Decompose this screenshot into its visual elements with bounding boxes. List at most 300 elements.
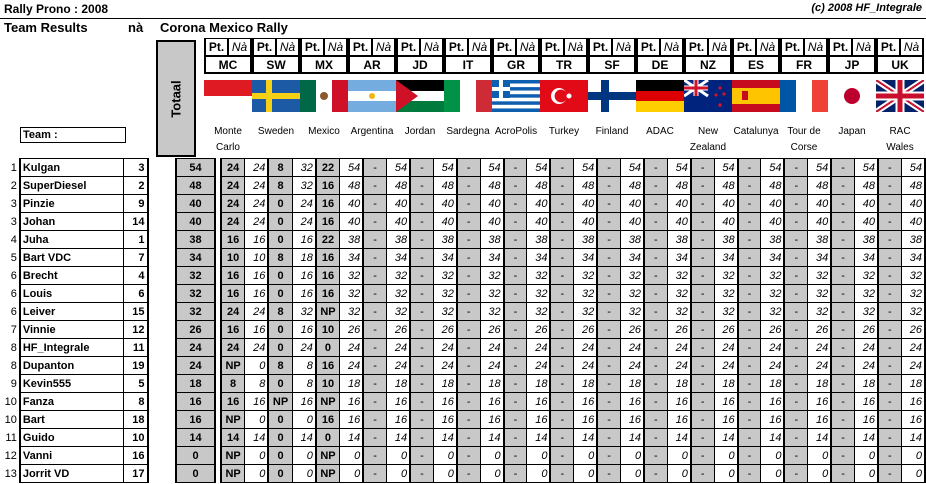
cumulative-cell: 34 — [901, 249, 925, 267]
points-cell: - — [504, 357, 527, 375]
rally-location-line2: Wales — [886, 142, 914, 153]
points-cell: 10 — [316, 375, 340, 393]
rally-headers — [204, 38, 926, 158]
points-cell: - — [550, 195, 573, 213]
sheet-title: Rally Prono : 2008 — [4, 2, 109, 16]
points-cell: - — [550, 375, 573, 393]
cumulative-cell: 16 — [620, 393, 644, 411]
cumulative-cell: 16 — [901, 393, 925, 411]
team-rank: 6 — [10, 305, 17, 318]
team-row — [0, 303, 925, 321]
points-cell: NP — [316, 447, 340, 465]
points-cell: - — [784, 411, 807, 429]
points-cell: - — [878, 447, 901, 465]
rally-column-es — [732, 38, 780, 158]
team-number: 1 — [124, 231, 148, 249]
cumulative-cell: 26 — [901, 321, 925, 339]
cumulative-cell: 0 — [808, 447, 832, 465]
points-cell: 0 — [268, 267, 292, 285]
points-cell: - — [644, 285, 667, 303]
points-cell: - — [597, 411, 620, 429]
team-name: Louis — [20, 285, 124, 303]
points-cell: - — [691, 249, 714, 267]
cumulative-cell: 0 — [433, 447, 457, 465]
points-cell: - — [457, 213, 480, 231]
cumulative-cell: 26 — [667, 321, 691, 339]
pt-header: Pt. — [588, 38, 612, 56]
points-cell: - — [831, 357, 854, 375]
points-cell: - — [831, 249, 854, 267]
team-name: Johan — [20, 213, 124, 231]
cumulative-cell: 40 — [667, 195, 691, 213]
cumulative-cell: 0 — [527, 465, 551, 483]
rally-location-line1: Sardegna — [446, 126, 490, 137]
points-cell: - — [784, 303, 807, 321]
points-cell: NP — [268, 393, 292, 411]
cumulative-cell: 34 — [667, 249, 691, 267]
cumulative-cell: 40 — [527, 195, 551, 213]
team-name: Bart — [20, 411, 124, 429]
cumulative-cell: 0 — [480, 447, 504, 465]
cumulative-cell: 16 — [245, 231, 269, 249]
team-rank: 2 — [10, 179, 17, 192]
points-cell: - — [363, 249, 386, 267]
cumulative-cell: 54 — [714, 159, 738, 177]
cumulative-cell: 48 — [854, 177, 878, 195]
points-cell: - — [410, 393, 433, 411]
cumulative-cell: 24 — [808, 357, 832, 375]
cumulative-cell: 16 — [292, 285, 316, 303]
points-cell: - — [457, 411, 480, 429]
points-cell: - — [738, 303, 761, 321]
cumulative-cell: 32 — [620, 267, 644, 285]
cumulative-cell: 14 — [292, 429, 316, 447]
cumulative-cell: 38 — [574, 231, 598, 249]
rally-location-line1: Finland — [595, 126, 629, 137]
cumulative-cell: 54 — [808, 159, 832, 177]
points-cell: - — [644, 177, 667, 195]
cumulative-cell: 40 — [761, 213, 785, 231]
points-cell: - — [363, 213, 386, 231]
na-header: Nà — [804, 38, 828, 56]
points-cell: - — [457, 303, 480, 321]
cumulative-cell: 48 — [808, 177, 832, 195]
rally-location-line1: Turkey — [548, 126, 580, 137]
points-cell: - — [831, 465, 854, 483]
cumulative-cell: 24 — [761, 357, 785, 375]
points-cell: - — [644, 339, 667, 357]
cumulative-cell: 14 — [854, 429, 878, 447]
cumulative-cell: 0 — [901, 447, 925, 465]
cumulative-cell: 32 — [808, 285, 832, 303]
pt-header: Pt. — [732, 38, 756, 56]
cumulative-cell: 16 — [808, 393, 832, 411]
team-number: 10 — [124, 429, 148, 447]
cumulative-cell: 0 — [480, 465, 504, 483]
cumulative-cell: 48 — [667, 177, 691, 195]
cumulative-cell: 18 — [901, 375, 925, 393]
team-total: 16 — [176, 411, 215, 429]
team-name: Jorrit VD — [20, 465, 124, 483]
points-cell: - — [878, 213, 901, 231]
rally-column-sw — [252, 38, 300, 158]
team-row — [0, 213, 925, 231]
points-cell: - — [831, 447, 854, 465]
na-header: Nà — [660, 38, 684, 56]
cumulative-cell: 26 — [433, 321, 457, 339]
points-cell: 8 — [268, 249, 292, 267]
points-cell: - — [363, 303, 386, 321]
points-cell: - — [457, 339, 480, 357]
rally-code: MX — [300, 56, 348, 74]
cumulative-cell: 16 — [245, 267, 269, 285]
pt-header: Pt. — [684, 38, 708, 56]
cumulative-cell: 16 — [386, 411, 410, 429]
team-rank: 6 — [10, 287, 17, 300]
points-cell: NP — [316, 393, 340, 411]
cumulative-cell: 24 — [480, 339, 504, 357]
flag-greece-icon — [492, 80, 540, 112]
cumulative-cell: 38 — [527, 231, 551, 249]
points-cell: - — [738, 249, 761, 267]
cumulative-cell: 32 — [667, 267, 691, 285]
points-cell: - — [738, 285, 761, 303]
points-cell: - — [410, 339, 433, 357]
points-cell: - — [457, 321, 480, 339]
points-cell: - — [644, 375, 667, 393]
pt-header: Pt. — [780, 38, 804, 56]
points-cell: - — [363, 447, 386, 465]
team-name: SuperDiesel — [20, 177, 124, 195]
rally-code: DE — [636, 56, 684, 74]
points-cell: - — [784, 465, 807, 483]
points-cell: - — [597, 231, 620, 249]
points-cell: - — [550, 267, 573, 285]
points-cell: - — [597, 177, 620, 195]
cumulative-cell: 32 — [761, 285, 785, 303]
points-cell: - — [457, 393, 480, 411]
points-cell: - — [878, 285, 901, 303]
rally-code: FR — [780, 56, 828, 74]
cumulative-cell: 32 — [340, 267, 364, 285]
cumulative-cell: 24 — [901, 339, 925, 357]
points-cell: - — [738, 321, 761, 339]
points-cell: 16 — [316, 411, 340, 429]
points-cell: - — [878, 231, 901, 249]
cumulative-cell: 34 — [761, 249, 785, 267]
points-cell: - — [691, 339, 714, 357]
points-cell: - — [784, 195, 807, 213]
cumulative-cell: 0 — [854, 447, 878, 465]
points-cell: - — [784, 177, 807, 195]
cumulative-cell: 40 — [714, 195, 738, 213]
team-rank: 7 — [10, 323, 17, 336]
na-header: Nà — [324, 38, 348, 56]
points-cell: 16 — [316, 249, 340, 267]
team-total: 32 — [176, 303, 215, 321]
cumulative-cell: 26 — [527, 321, 551, 339]
points-cell: - — [738, 411, 761, 429]
points-cell: - — [784, 393, 807, 411]
points-cell: - — [644, 159, 667, 177]
rally-location-line1: RAC — [889, 126, 911, 137]
cumulative-cell: 24 — [480, 357, 504, 375]
cumulative-cell: 14 — [714, 429, 738, 447]
points-cell: - — [597, 447, 620, 465]
points-cell: - — [363, 411, 386, 429]
cumulative-cell: 32 — [386, 267, 410, 285]
points-cell: - — [691, 195, 714, 213]
cumulative-cell: 32 — [433, 267, 457, 285]
rally-code: ES — [732, 56, 780, 74]
points-cell: - — [644, 249, 667, 267]
points-cell: - — [504, 195, 527, 213]
team-name: Juha — [20, 231, 124, 249]
cumulative-cell: 54 — [433, 159, 457, 177]
cumulative-cell: 48 — [386, 177, 410, 195]
cumulative-cell: 18 — [480, 375, 504, 393]
na-header: Nà — [468, 38, 492, 56]
rally-column-uk — [876, 38, 924, 158]
cumulative-cell: 14 — [433, 429, 457, 447]
cumulative-cell: 40 — [386, 213, 410, 231]
team-total: 16 — [176, 393, 215, 411]
points-cell: - — [504, 429, 527, 447]
team-total: 40 — [176, 195, 215, 213]
cumulative-cell: 14 — [620, 429, 644, 447]
flag-turkey-icon — [540, 80, 588, 112]
team-total: 54 — [176, 159, 215, 177]
cumulative-cell: 26 — [854, 321, 878, 339]
points-cell: 10 — [221, 249, 245, 267]
team-row — [0, 159, 925, 177]
team-number: 18 — [124, 411, 148, 429]
points-cell: 24 — [221, 303, 245, 321]
cumulative-cell: 54 — [574, 159, 598, 177]
team-rank: 10 — [4, 395, 17, 408]
flag-jordan-icon — [396, 80, 444, 112]
points-cell: - — [410, 177, 433, 195]
cumulative-cell: 32 — [667, 303, 691, 321]
points-cell: - — [504, 249, 527, 267]
points-cell: - — [597, 159, 620, 177]
cumulative-cell: 24 — [245, 177, 269, 195]
cumulative-cell: 24 — [901, 357, 925, 375]
cumulative-cell: 0 — [761, 465, 785, 483]
cumulative-cell: 32 — [901, 267, 925, 285]
flag-argentina-icon — [348, 80, 396, 112]
points-cell: 0 — [268, 465, 292, 483]
points-cell: - — [597, 321, 620, 339]
cumulative-cell: 0 — [433, 465, 457, 483]
points-cell: 24 — [221, 213, 245, 231]
team-name: Bart VDC — [20, 249, 124, 267]
points-cell: - — [738, 357, 761, 375]
cumulative-cell: 54 — [761, 159, 785, 177]
cumulative-cell: 0 — [292, 447, 316, 465]
cumulative-cell: 0 — [667, 447, 691, 465]
points-cell: - — [644, 321, 667, 339]
points-cell: - — [363, 159, 386, 177]
flag-japan-icon — [828, 80, 876, 112]
rally-column-gr — [492, 38, 540, 158]
flag-mexico-icon — [300, 80, 348, 112]
cumulative-cell: 38 — [620, 231, 644, 249]
pt-header: Pt. — [636, 38, 660, 56]
points-cell: - — [644, 465, 667, 483]
points-cell: 24 — [221, 177, 245, 195]
cumulative-cell: 32 — [527, 303, 551, 321]
rally-code: SF — [588, 56, 636, 74]
cumulative-cell: 32 — [433, 303, 457, 321]
cumulative-cell: 24 — [620, 339, 644, 357]
cumulative-cell: 8 — [292, 375, 316, 393]
points-cell: - — [363, 195, 386, 213]
points-cell: - — [691, 447, 714, 465]
rally-column-fr — [780, 38, 828, 158]
cumulative-cell: 32 — [292, 177, 316, 195]
rally-location-line1: ADAC — [646, 126, 674, 137]
points-cell: - — [457, 447, 480, 465]
cumulative-cell: 26 — [340, 321, 364, 339]
team-number: 8 — [124, 393, 148, 411]
points-cell: NP — [221, 357, 245, 375]
cumulative-cell: 32 — [808, 303, 832, 321]
na-header: Nà — [228, 38, 252, 56]
cumulative-cell: 38 — [901, 231, 925, 249]
team-rank: 11 — [5, 431, 17, 444]
points-cell: - — [691, 321, 714, 339]
points-cell: - — [504, 213, 527, 231]
points-cell: - — [550, 303, 573, 321]
points-cell: - — [878, 249, 901, 267]
flag-monaco-icon — [204, 80, 252, 112]
points-cell: - — [410, 375, 433, 393]
points-cell: - — [363, 375, 386, 393]
cumulative-cell: 14 — [808, 429, 832, 447]
cumulative-cell: 0 — [808, 465, 832, 483]
cumulative-cell: 16 — [480, 411, 504, 429]
points-cell: - — [363, 267, 386, 285]
cumulative-cell: 40 — [854, 213, 878, 231]
na-header: Nà — [372, 38, 396, 56]
rally-column-tr — [540, 38, 588, 158]
points-cell: - — [878, 177, 901, 195]
na-header: Nà — [564, 38, 588, 56]
points-cell: 24 — [221, 339, 245, 357]
points-cell: - — [878, 321, 901, 339]
points-cell: 0 — [268, 321, 292, 339]
rally-column-nz — [684, 38, 732, 158]
flag-germany-icon — [636, 80, 684, 112]
points-cell: - — [597, 357, 620, 375]
cumulative-cell: 40 — [433, 195, 457, 213]
cumulative-cell: 40 — [620, 213, 644, 231]
points-cell: - — [831, 429, 854, 447]
cumulative-cell: 18 — [761, 375, 785, 393]
points-cell: - — [457, 285, 480, 303]
current-rally-name: Corona Mexico Rally — [160, 20, 288, 35]
team-rank: 10 — [4, 413, 17, 426]
cumulative-cell: 0 — [245, 465, 269, 483]
points-cell: - — [878, 303, 901, 321]
na-header: Nà — [276, 38, 300, 56]
cumulative-cell: 48 — [340, 177, 364, 195]
points-cell: - — [878, 465, 901, 483]
cumulative-cell: 38 — [667, 231, 691, 249]
points-cell: - — [784, 339, 807, 357]
points-cell: 22 — [316, 159, 340, 177]
rally-column-ar — [348, 38, 396, 158]
cumulative-cell: 48 — [761, 177, 785, 195]
points-cell: - — [597, 375, 620, 393]
team-row — [0, 339, 925, 357]
rally-column-de — [636, 38, 684, 158]
points-cell: - — [691, 375, 714, 393]
cumulative-cell: 48 — [620, 177, 644, 195]
points-cell: - — [691, 267, 714, 285]
points-cell: - — [410, 159, 433, 177]
points-cell: - — [410, 447, 433, 465]
cumulative-cell: 24 — [245, 339, 269, 357]
cumulative-cell: 40 — [854, 195, 878, 213]
rally-code: GR — [492, 56, 540, 74]
points-cell: - — [597, 303, 620, 321]
points-cell: 0 — [268, 231, 292, 249]
points-cell: - — [410, 231, 433, 249]
points-cell: - — [831, 285, 854, 303]
team-rank: 12 — [4, 449, 17, 462]
team-rank: 3 — [10, 215, 17, 228]
cumulative-cell: 18 — [386, 375, 410, 393]
cumulative-cell: 16 — [433, 393, 457, 411]
points-cell: 0 — [268, 447, 292, 465]
cumulative-cell: 0 — [386, 447, 410, 465]
points-cell: - — [457, 267, 480, 285]
points-cell: - — [644, 357, 667, 375]
rally-code: IT — [444, 56, 492, 74]
cumulative-cell: 0 — [761, 447, 785, 465]
cumulative-cell: 32 — [761, 267, 785, 285]
points-cell: - — [363, 357, 386, 375]
points-cell: - — [504, 285, 527, 303]
team-rank: 8 — [10, 341, 17, 354]
rally-code: TR — [540, 56, 588, 74]
points-cell: - — [597, 267, 620, 285]
cumulative-cell: 14 — [340, 429, 364, 447]
team-rank: 4 — [10, 233, 17, 246]
cumulative-cell: 24 — [761, 339, 785, 357]
points-cell: - — [691, 393, 714, 411]
points-cell: 16 — [316, 285, 340, 303]
points-cell: - — [738, 267, 761, 285]
team-results-heading: Team Results — [4, 20, 88, 35]
cumulative-cell: 32 — [620, 303, 644, 321]
points-cell: - — [784, 429, 807, 447]
points-cell: - — [878, 429, 901, 447]
cumulative-cell: 32 — [901, 285, 925, 303]
points-cell: - — [410, 429, 433, 447]
na-header: Nà — [420, 38, 444, 56]
cumulative-cell: 40 — [340, 213, 364, 231]
team-rank: 1 — [10, 161, 17, 174]
points-cell: NP — [221, 447, 245, 465]
points-cell: - — [831, 231, 854, 249]
cumulative-cell: 24 — [433, 339, 457, 357]
cumulative-cell: 18 — [808, 375, 832, 393]
team-number: 3 — [124, 159, 148, 177]
team-name: Vinnie — [20, 321, 124, 339]
